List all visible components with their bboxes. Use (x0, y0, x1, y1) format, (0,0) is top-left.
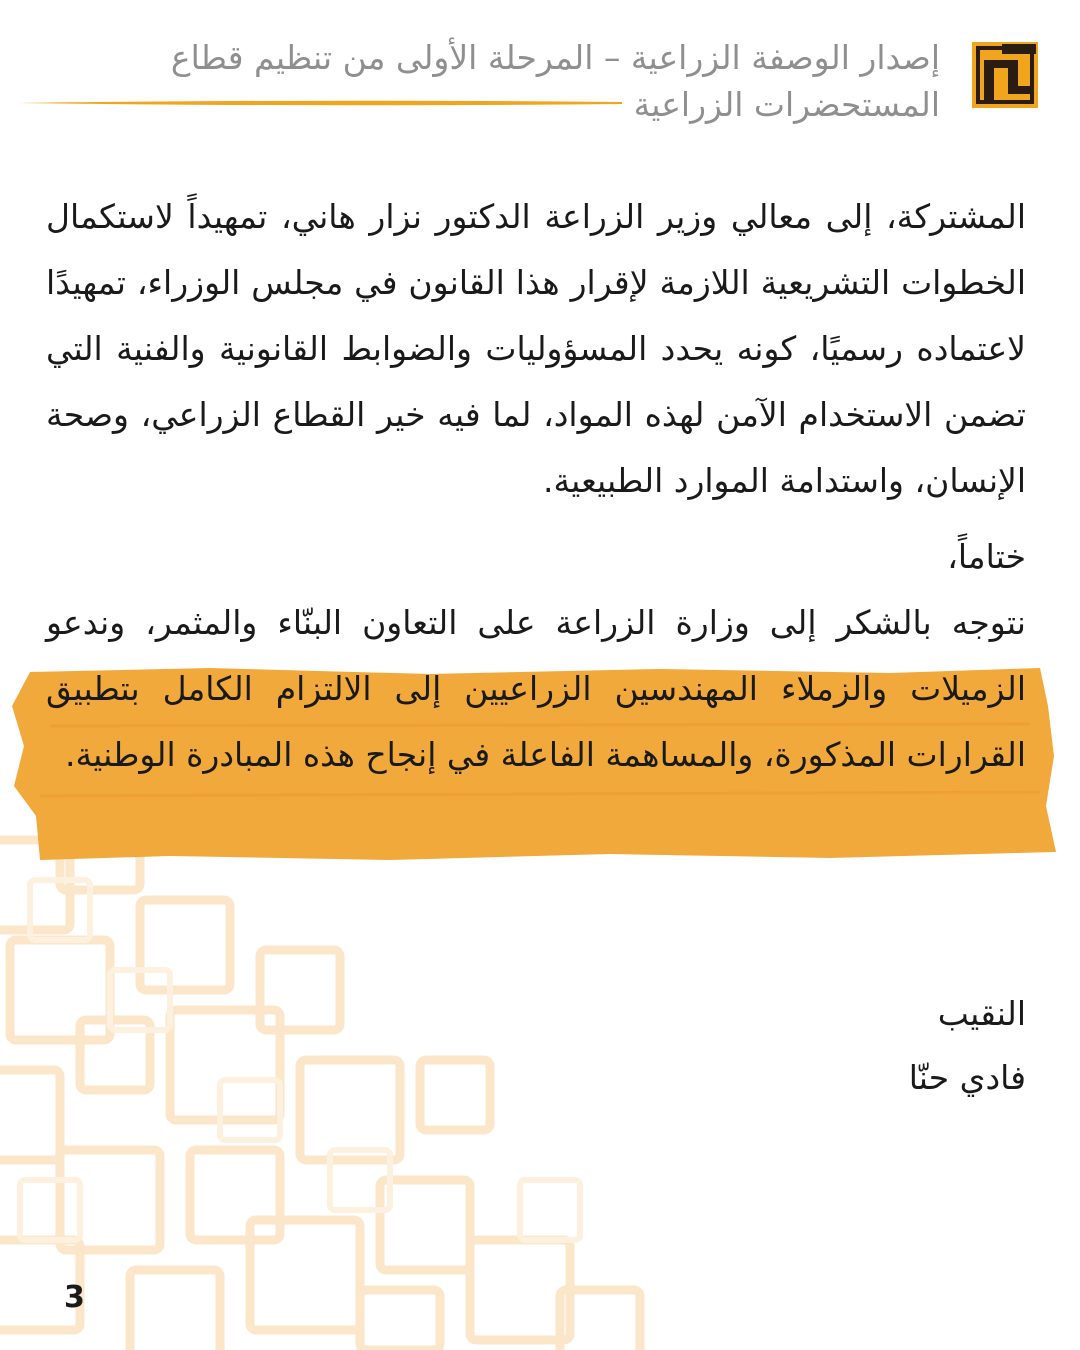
signatory-name: فادي حنّا (908, 1058, 1026, 1097)
document-title: إصدار الوصفة الزراعية – المرحلة الأولى من تنظيم قطاع المستحضرات الزراعية (170, 38, 940, 124)
syndicate-logo (972, 42, 1038, 108)
decorative-square-pattern (0, 820, 720, 1350)
header-divider (18, 100, 622, 106)
paragraph-main: المشتركة، إلى معالي وزير الزراعة الدكتور نزار هاني، تمهيداً لاستكمال الخطوات التشريعية اللازمة لإقرار هذا القانون في مجلس الوزراء، تمهيدًا لاعتماده رسميًا، كونه يحدد المسؤوليات والضوابط القانونية والفنية التي تضمن الاستخدام الآمن لهذه المواد، لما فيه خير القطاع الزراعي، وصحة الإنسان، واستدامة الموارد الطبيعية. (46, 197, 1026, 500)
closing-word: ختاماً، (947, 537, 1026, 576)
paragraph-thanks: نتوجه بالشكر إلى وزارة الزراعة على التعاون البنّاء والمثمر، وندعو الزميلات والزملاء المهندسين الزراعيين إلى الالتزام الكامل بتطبيق القرارات المذكورة، والمساهمة الفاعلة في إنجاح هذه المبادرة الوطنية. (46, 603, 1026, 774)
signatory-role: النقيب (937, 994, 1026, 1033)
signature-block (909, 982, 1026, 1110)
letter-body (46, 184, 1026, 788)
page-number: 3 (64, 1280, 85, 1315)
